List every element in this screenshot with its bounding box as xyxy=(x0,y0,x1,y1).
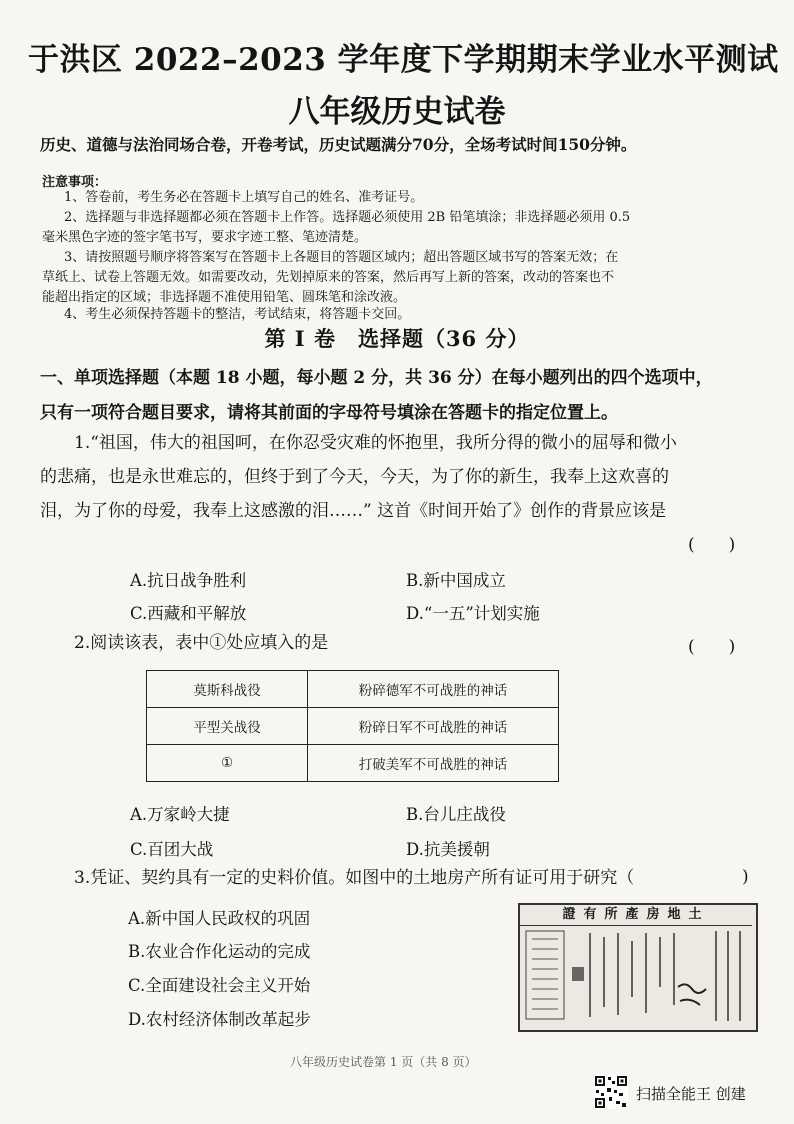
table-row xyxy=(147,745,559,782)
q1-stem: 泪，为了你的母爱，我奉上这感激的泪……” 这首《时间开始了》创作的背景应该是 xyxy=(40,501,667,521)
table-row xyxy=(147,708,559,745)
q1-option-a: A.抗日战争胜利 xyxy=(130,571,247,590)
section-instruction: 一、单项选择题（本题 18 小题，每小题 2 分，共 36 分）在每小题列出的四个选项中， xyxy=(40,368,713,388)
q2-answer-paren: ( ) xyxy=(688,637,736,657)
q1-stem: 1.“祖国，伟大的祖国呵，在你忍受灾难的怀抱里，我所分得的微小的屈辱和微小 xyxy=(74,433,677,453)
certificate-body-graphic xyxy=(520,927,752,1027)
note-item: 2、选择题与非选择题都必须在答题卡上作答。选择题必须使用 2B 铅笔填涂；非选择题必须用 0.5 xyxy=(64,210,631,225)
q2-stem: 2.阅读该表，表中①处应填入的是 xyxy=(74,633,329,653)
note-item: 4、考生必须保持答题卡的整洁，考试结束，将答题卡交回。 xyxy=(64,307,411,322)
q2-option-c: C.百团大战 xyxy=(130,840,214,859)
q1-option-b: B.新中国成立 xyxy=(406,571,506,590)
page-footer: 八年级历史试卷第 1 页（共 8 页） xyxy=(290,1055,477,1069)
table-cell: ① xyxy=(147,745,308,782)
q3-option-b: B.农业合作化运动的完成 xyxy=(128,942,311,961)
table-cell: 打破美军不可战胜的神话 xyxy=(308,745,559,782)
table-cell: 莫斯科战役 xyxy=(147,671,308,708)
land-certificate-image xyxy=(518,903,758,1032)
q3-option-c: C.全面建设社会主义开始 xyxy=(128,976,311,995)
note-item: 能超出指定的区域；非选择题不准使用铅笔、圆珠笔和涂改液。 xyxy=(42,290,407,305)
exam-info: 历史、道德与法治同场合卷，开卷考试，历史试题满分70分，全场考试时间150分钟。 xyxy=(40,135,637,154)
table-cell: 粉碎德军不可战胜的神话 xyxy=(308,671,559,708)
q3-option-d: D.农村经济体制改革起步 xyxy=(128,1010,311,1029)
table-row xyxy=(147,671,559,708)
certificate-title: 證有所產房地土 xyxy=(520,905,752,926)
note-item: 3、请按照题号顺序将答案写在答题卡上各题目的答题区域内；超出答题区域书写的答案无效；在 xyxy=(64,250,619,265)
section-title: 第 I 卷 选择题（36 分） xyxy=(264,326,530,351)
q1-stem: 的悲痛，也是永世难忘的，但终于到了今天，今天，为了你的新生，我奉上这欢喜的 xyxy=(40,467,669,487)
battle-table xyxy=(146,670,559,782)
q3-answer-paren: ) xyxy=(742,867,749,887)
q1-answer-paren: ( ) xyxy=(688,535,736,555)
q3-option-a: A.新中国人民政权的巩固 xyxy=(128,909,311,928)
note-item: 毫米黑色字迹的签字笔书写，要求字迹工整、笔迹清楚。 xyxy=(42,230,368,245)
scanner-watermark: 扫描全能王 创建 xyxy=(636,1085,746,1103)
q1-option-d: D.“一五”计划实施 xyxy=(406,604,540,623)
note-item: 草纸上、试卷上答题无效。如需要改动，先划掉原来的答案，然后再写上新的答案，改动的答案也不 xyxy=(42,270,615,285)
table-cell: 平型关战役 xyxy=(147,708,308,745)
notes-heading: 注意事项： xyxy=(42,175,108,190)
section-instruction: 只有一项符合题目要求，请将其前面的字母符号填涂在答题卡的指定位置上。 xyxy=(40,403,618,423)
q1-option-c: C.西藏和平解放 xyxy=(130,604,247,623)
q3-stem: 3.凭证、契约具有一定的史料价值。如图中的土地房产所有证可用于研究（ xyxy=(74,868,635,888)
exam-title: 于洪区 2022–2023 学年度下学期期末学业水平测试 xyxy=(28,42,779,78)
q2-option-a: A.万家岭大捷 xyxy=(130,805,230,824)
table-cell: 粉碎日军不可战胜的神话 xyxy=(308,708,559,745)
note-item: 1、答卷前，考生务必在答题卡上填写自己的姓名、准考证号。 xyxy=(64,190,424,205)
exam-subtitle: 八年级历史试卷 xyxy=(288,94,506,130)
qr-code-icon xyxy=(594,1075,628,1109)
q2-option-b: B.台儿庄战役 xyxy=(406,805,506,824)
q2-option-d: D.抗美援朝 xyxy=(406,840,490,859)
